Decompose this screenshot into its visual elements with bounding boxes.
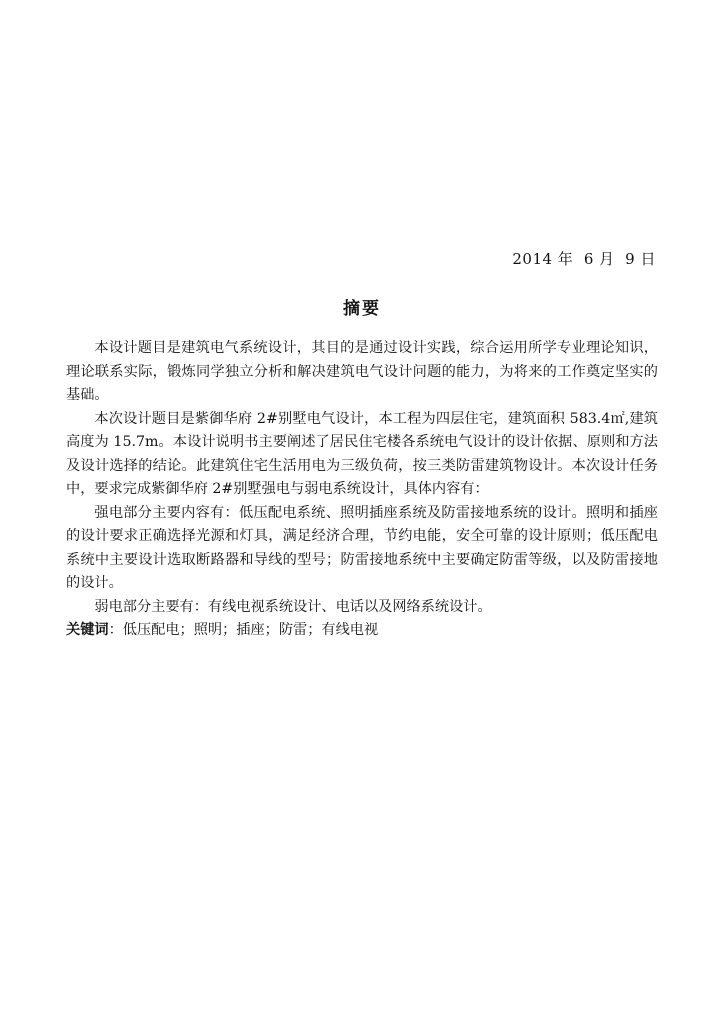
keywords-line bbox=[66, 619, 658, 643]
abstract-paragraph-2: 本次设计题目是紫御华府 2#别墅电气设计，本工程为四层住宅，建筑面积 583.4㎡,建筑高度为 15.7m。本设计说明书主要阐述了居民住宅楼各系统电气设计的设计依据、原则和方法及设计选择的结论。此建筑住宅生活用电为三级负荷，按三类防雷建筑物设计。本次设计任务中，要求完成紫御华府 2#别墅强电与弱电系统设计，具体内容有： bbox=[66, 410, 658, 497]
document-date: 2014 年 6 月 9 日 bbox=[512, 250, 656, 268]
abstract-title: 摘要 bbox=[343, 299, 381, 319]
abstract-paragraph-3: 强电部分主要内容有：低压配电系统、照明插座系统及防雷接地系统的设计。照明和插座的设计要求正确选择光源和灯具，满足经济合理，节约电能，安全可靠的设计原则；低压配电系统中主要设计选取断路器和导线的型号；防雷接地系统中主要确定防雷等级，以及防雷接地的设计。 bbox=[66, 504, 658, 591]
abstract-paragraph-1: 本设计题目是建筑电气系统设计，其目的是通过设计实践，综合运用所学专业理论知识，理论联系实际，锻炼同学独立分析和解决建筑电气设计问题的能力，为将来的工作奠定坚实的基础。 bbox=[66, 340, 658, 403]
abstract-body bbox=[66, 337, 658, 643]
abstract-paragraph-4: 弱电部分主要有：有线电视系统设计、电话以及网络系统设计。 bbox=[94, 598, 492, 615]
keywords-text: ：低压配电；照明；插座；防雷；有线电视 bbox=[108, 622, 379, 638]
keywords-label: 关键词 bbox=[66, 622, 109, 638]
